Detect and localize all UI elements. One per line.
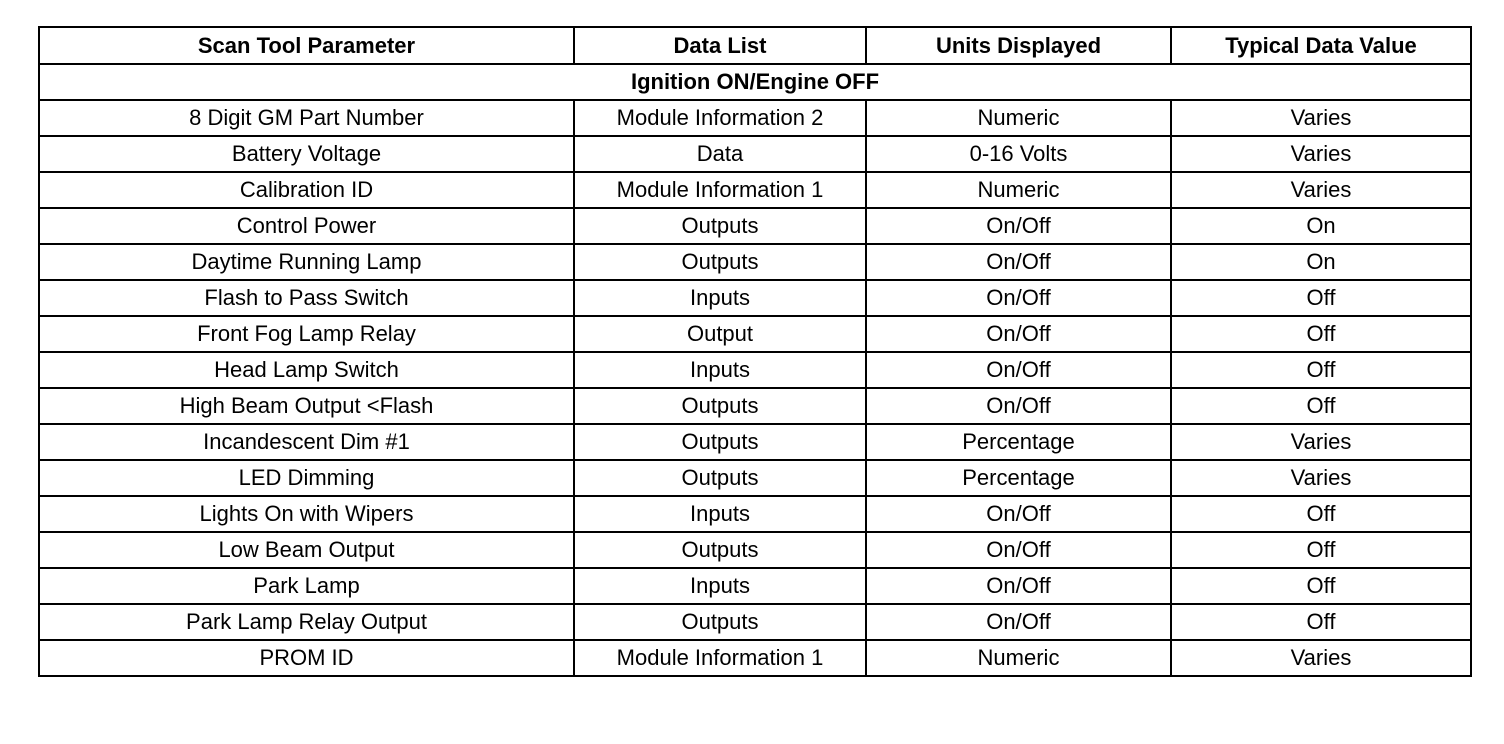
typical-value-cell: On — [1171, 244, 1471, 280]
parameter-cell: Park Lamp Relay Output — [39, 604, 574, 640]
parameter-cell: LED Dimming — [39, 460, 574, 496]
units-cell: Numeric — [866, 640, 1171, 676]
parameter-cell: High Beam Output <Flash — [39, 388, 574, 424]
parameter-cell: Calibration ID — [39, 172, 574, 208]
table-row — [39, 604, 1471, 640]
units-cell: 0-16 Volts — [866, 136, 1171, 172]
data-list-cell: Inputs — [574, 568, 866, 604]
data-list-cell: Outputs — [574, 208, 866, 244]
table-row — [39, 640, 1471, 676]
parameter-cell: 8 Digit GM Part Number — [39, 100, 574, 136]
table-row — [39, 172, 1471, 208]
units-cell: Percentage — [866, 460, 1171, 496]
header-row — [39, 27, 1471, 64]
table-row — [39, 532, 1471, 568]
parameter-cell: Lights On with Wipers — [39, 496, 574, 532]
units-cell: On/Off — [866, 496, 1171, 532]
header-typical-data-value: Typical Data Value — [1171, 27, 1471, 64]
typical-value-cell: Varies — [1171, 424, 1471, 460]
section-label-ignition-on-engine-off: Ignition ON/Engine OFF — [39, 64, 1471, 100]
units-cell: On/Off — [866, 604, 1171, 640]
units-cell: On/Off — [866, 316, 1171, 352]
typical-value-cell: Off — [1171, 352, 1471, 388]
typical-value-cell: Varies — [1171, 136, 1471, 172]
data-list-cell: Outputs — [574, 424, 866, 460]
typical-value-cell: Off — [1171, 388, 1471, 424]
data-list-cell: Data — [574, 136, 866, 172]
table-row — [39, 496, 1471, 532]
table-row — [39, 244, 1471, 280]
table-row — [39, 136, 1471, 172]
units-cell: On/Off — [866, 208, 1171, 244]
typical-value-cell: Off — [1171, 316, 1471, 352]
data-list-cell: Outputs — [574, 460, 866, 496]
table-row — [39, 388, 1471, 424]
data-list-cell: Module Information 2 — [574, 100, 866, 136]
data-list-cell: Inputs — [574, 496, 866, 532]
data-list-cell: Module Information 1 — [574, 172, 866, 208]
table-row — [39, 280, 1471, 316]
typical-value-cell: Off — [1171, 532, 1471, 568]
parameter-cell: Daytime Running Lamp — [39, 244, 574, 280]
table-row — [39, 424, 1471, 460]
units-cell: On/Off — [866, 568, 1171, 604]
data-list-cell: Module Information 1 — [574, 640, 866, 676]
units-cell: On/Off — [866, 280, 1171, 316]
data-list-cell: Outputs — [574, 604, 866, 640]
table-row — [39, 460, 1471, 496]
units-cell: Numeric — [866, 100, 1171, 136]
data-list-cell: Inputs — [574, 352, 866, 388]
data-list-cell: Outputs — [574, 244, 866, 280]
typical-value-cell: Off — [1171, 496, 1471, 532]
units-cell: On/Off — [866, 244, 1171, 280]
parameter-cell: Park Lamp — [39, 568, 574, 604]
parameter-cell: Front Fog Lamp Relay — [39, 316, 574, 352]
table-row — [39, 568, 1471, 604]
data-list-cell: Outputs — [574, 388, 866, 424]
table-row — [39, 352, 1471, 388]
units-cell: On/Off — [866, 532, 1171, 568]
data-list-cell: Outputs — [574, 532, 866, 568]
typical-value-cell: Varies — [1171, 460, 1471, 496]
typical-value-cell: On — [1171, 208, 1471, 244]
table-row — [39, 208, 1471, 244]
parameter-cell: Low Beam Output — [39, 532, 574, 568]
typical-value-cell: Off — [1171, 280, 1471, 316]
parameter-cell: Control Power — [39, 208, 574, 244]
parameter-cell: Incandescent Dim #1 — [39, 424, 574, 460]
typical-value-cell: Varies — [1171, 640, 1471, 676]
data-list-cell: Inputs — [574, 280, 866, 316]
typical-value-cell: Off — [1171, 604, 1471, 640]
parameter-cell: Flash to Pass Switch — [39, 280, 574, 316]
table-row — [39, 100, 1471, 136]
parameter-cell: PROM ID — [39, 640, 574, 676]
units-cell: Percentage — [866, 424, 1171, 460]
header-units-displayed: Units Displayed — [866, 27, 1171, 64]
section-row — [39, 64, 1471, 100]
typical-value-cell: Varies — [1171, 100, 1471, 136]
header-data-list: Data List — [574, 27, 866, 64]
units-cell: On/Off — [866, 388, 1171, 424]
header-scan-tool-parameter: Scan Tool Parameter — [39, 27, 574, 64]
units-cell: Numeric — [866, 172, 1171, 208]
typical-value-cell: Off — [1171, 568, 1471, 604]
units-cell: On/Off — [866, 352, 1171, 388]
table-row — [39, 316, 1471, 352]
typical-value-cell: Varies — [1171, 172, 1471, 208]
parameter-cell: Head Lamp Switch — [39, 352, 574, 388]
table-body — [39, 100, 1471, 676]
table-header — [39, 27, 1471, 100]
parameter-cell: Battery Voltage — [39, 136, 574, 172]
scan-tool-data-table — [38, 26, 1472, 677]
data-list-cell: Output — [574, 316, 866, 352]
